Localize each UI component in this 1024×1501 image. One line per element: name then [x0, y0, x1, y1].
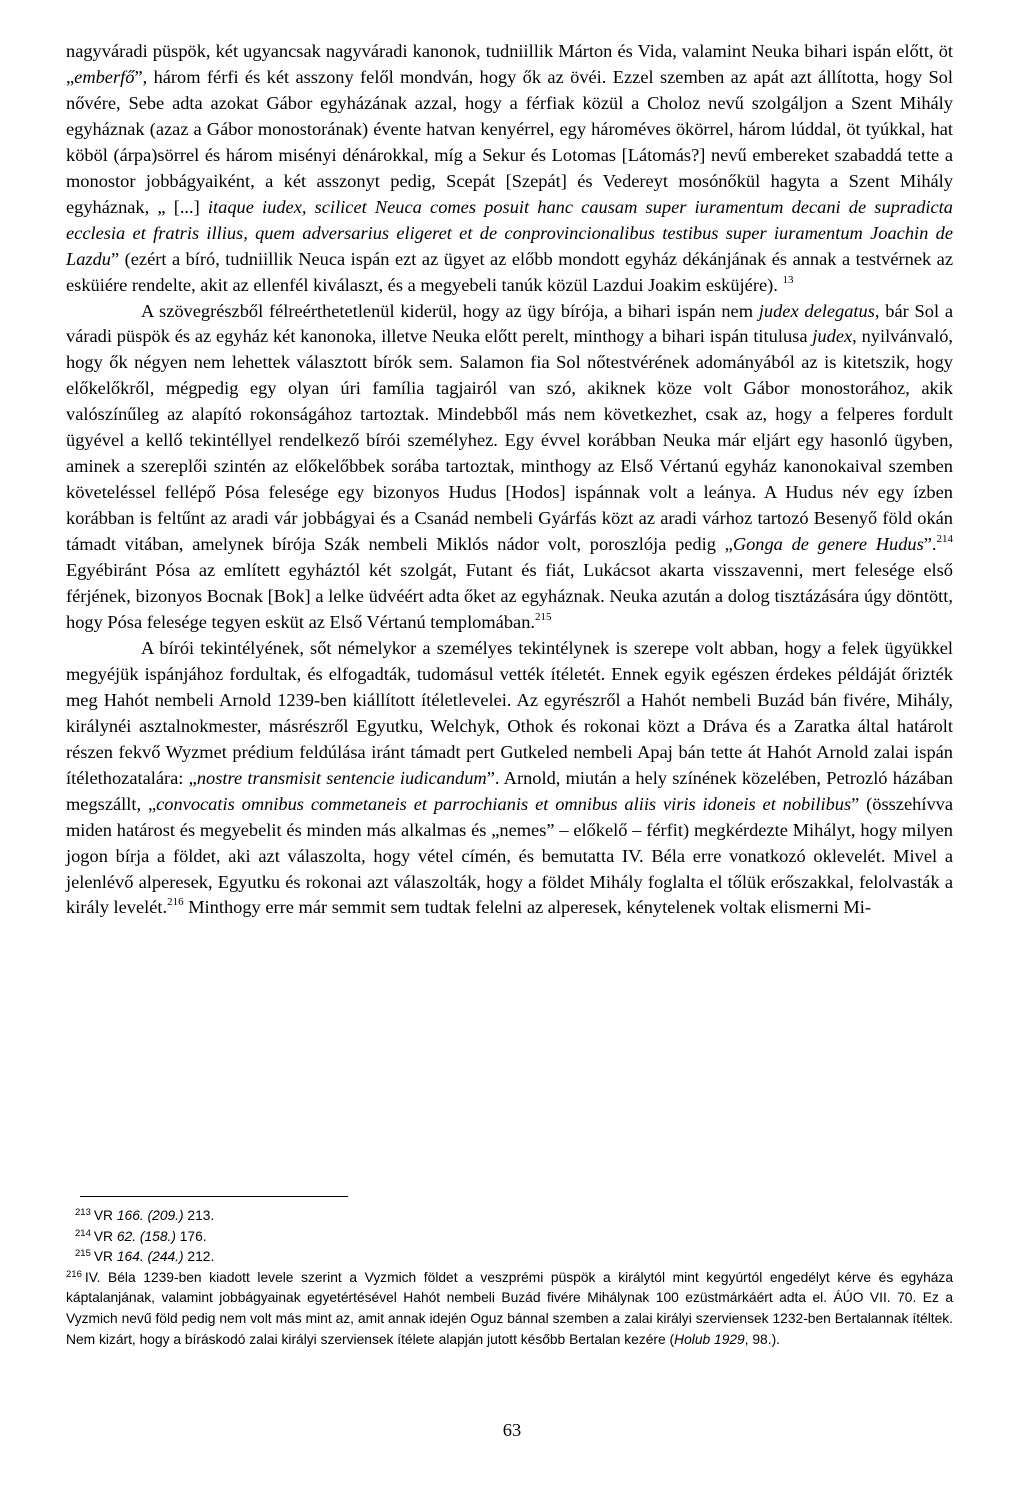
text-run: 213.	[183, 1208, 215, 1223]
text-run: ”.	[923, 534, 937, 555]
footnote-number: 214	[75, 1227, 91, 1239]
text-run: ” (ezért a bíró, tudniillik Neuca ispán ezt az ügyet az előbb mondott egyház dékánjának és annak a testvérnek az esküiére rendelte, akit az ellenfél kiválaszt, és a megyebeli tanúk közül Lazdui Joakim esküjére).	[66, 248, 953, 295]
text-run: Minthogy erre már semmit sem tudtak felelni az alperesek, kénytelenek voltak elismerni Mi-	[183, 897, 871, 918]
footnote-number: 215	[75, 1248, 91, 1260]
body-text	[66, 39, 953, 921]
footnote-ref: 216	[167, 896, 184, 909]
italic-text: judex delegatus	[758, 300, 875, 321]
italic-text: Gonga de genere Hudus	[732, 534, 924, 555]
italic-text: itaque iudex, scilicet Neuca comes posuit hanc causam super iuramentum decani de supradicta ecclesia et fratris illius, quem adversarius eligeret et de conprovincionalibus testibus super iuramentum Joachin de Lazdu	[66, 196, 953, 269]
text-run: VR	[93, 1249, 117, 1265]
page-number: 63	[502, 1420, 522, 1440]
footnote	[66, 1227, 953, 1248]
text-run: A bírói tekintélyének, sőt némelykor a személyes tekintélynek is szerepe volt abban, hogy a felek ügyükkel megyéjük ispánjához fordultak, és elfogadták, tudomásul vették ítéletét. Ennek egyik egészen érdekes példáját őrizték meg Hahót nembeli Arnold 1239-ben kiállított ítéletlevelei. Az egyrészről a Hahót nembeli Buzád bán fivére, Mihály, királynéi asztalnokmester, másrészről Egyutku, Welchyk, Othok és rokonai közt a Dráva és a Zaratka által határolt részen fekvő Wyzmet prédium feldúlása iránt támadt pert Gutkeled nembeli Apaj bán tette át Hahót Arnold zalai ispán ítélethozatalára: „	[66, 637, 953, 788]
footnote	[66, 1206, 953, 1227]
text-run: VR	[93, 1228, 117, 1244]
text-run: ”. Arnold, miután a hely színének közelében, Petrozló házában megszállt, „	[66, 767, 953, 814]
text-run: ” (összehívva miden határost és megyebelit és minden más alkalmas és „nemes” – előkelő – férfit) megkérdezte Mihályt, hogy milyen jogon bírja a földet, aki azt válaszolta, hogy vétel címén, és bemutatta IV. Béla erre vonatkozó oklevelét. Mivel a jelenlévő alperesek, Egyutku és rokonai azt válaszolták, hogy a földet Mihály foglalta el tőlük erőszakkal, felolvasták a király levelét.	[66, 793, 953, 918]
footnote-ref: 13	[782, 273, 794, 286]
text-run: nagyváradi püspök, két ugyancsak nagyváradi kanonok, tudniillik Márton és Vida, valamint Neuka bihari ispán előtt, öt „	[66, 41, 953, 87]
text-run: 212.	[183, 1249, 215, 1265]
text-run: , nyilvánvaló, hogy ők négyen nem lehettek választott bírók sem. Salamon fia Sol nőtestvérének adományából az is kitetszik, hogy előkelőkről, mégpedig egy olyan úri família tagjairól van szó, akiknek köze volt Gábor monostorához, akik valószínűleg az alapító rokonságához tartoztak. Mindebből más nem következhet, csak az, hogy a felperes fordult ügyével a kellő tekintéllyel rendelkező bírói személyhez. Egy évvel korábban Neuka már eljárt egy hasonló ügyben, aminek a szereplői szintén az előkelőbbek sorába tartoztak, minthogy az Első Vértanú egyház kanonokaival szemben követeléssel fellépő Pósa felesége egy bizonyos Hudus [Hodos] ispánnak volt a leánya. A Hudus név egy ízben korábban is feltűnt az aradi vár jobbágyai és a Csanád nembeli Gyárfás közt az aradi várhoz tartozó Besenyő föld okán támadt vitában, amelynek bírója Szák nembeli Miklós nádor volt, poroszlója pedig „	[66, 326, 953, 555]
text-run: A szövegrészből félreérthetetlenül kiderül, hogy az ügy bírója, a bihari ispán nem	[141, 300, 759, 321]
italic-text: 62. (158.)	[116, 1228, 176, 1244]
footnote-ref: 214	[936, 533, 954, 546]
footnotes	[66, 1206, 953, 1350]
text-run: IV. Béla 1239-ben kiadott levele szerint a Vyzmich földet a veszprémi püspök a királytól mint kegyúrtól engedélyt kérve és egyháza káptalanjának, valamint jobbágyainak egyetértésével Hahót nembeli Buzád fivére Mihálynak 100 ezüstmárkáért adta el. ÁÚO VII. 70. Ez a Vyzmich nevű föld pedig nem volt más mint az, amit annak idején Oguz bánnal szemben a zalai királyi szerviensek 1232-ben Bertalannak ítéltek. Nem kizárt, hogy a bíráskodó zalai királyi szerviensek ítélete alapján jutott később Bertalan kezére (	[66, 1269, 953, 1347]
footnote-separator	[80, 1196, 348, 1197]
italic-text: 164. (244.)	[116, 1249, 184, 1265]
paragraph	[66, 636, 953, 921]
text-run: VR	[93, 1208, 117, 1223]
paragraph	[66, 39, 953, 299]
paragraph	[66, 299, 953, 636]
text-run: Egyébiránt Pósa az említett egyháztól két szolgát, Futant és fiát, Lukácsot akarta visszavenni, mert felesége első férjének, bizonyos Bocnak [Bok] a lelke üdvéért adta őket az egyháznak. Neuka azután a dolog tisztázására úgy döntött, hogy Pósa felesége tegyen esküt az Első Vértanú templomában.	[66, 560, 953, 632]
footnote-ref: 215	[535, 610, 552, 623]
footnote	[66, 1247, 953, 1268]
italic-text: 166. (209.)	[116, 1208, 184, 1223]
italic-text: judex	[812, 326, 853, 347]
text-run: , bár Sol a váradi püspök és az egyház két kanonoka, illetve Neuka előtt perelt, minthogy a bihari ispán titulusa	[66, 300, 954, 347]
text-run: 176.	[175, 1228, 207, 1244]
footnote-number: 216	[66, 1268, 82, 1280]
footnote-number: 213	[75, 1207, 91, 1218]
text-run: , 98.).	[744, 1331, 780, 1347]
italic-text: emberfő	[74, 66, 135, 87]
italic-text: nostre transmisit sentencie iudicandum	[196, 767, 487, 788]
text-run: ”, három férfi és két asszony felől mondván, hogy ők az övéi. Ezzel szemben az apát azt állította, hogy Sol nővére, Sebe adta azokat Gábor egyházának azzal, hogy a férfiak közül a Choloz nevű szolgáljon a Szent Mihály egyháznak (azaz a Gábor monostorának) évente hatvan kenyérrel, egy hároméves ökörrel, három lúddal, öt tyúkkal, hat köböl (árpa)sörrel és három misényi dénárokkal, míg a Sekur és Lotomas [Látomás?] nevű embereket szabaddá tette a monostor jobbágyaiként, a két asszonyt pedig, Scepát [Szepát] és Vedereyt mosónőkül hagyta a Szent Mihály egyháznak, „ [...]	[66, 66, 953, 217]
italic-text: Holub 1929	[674, 1331, 745, 1347]
footnote	[66, 1268, 953, 1350]
italic-text: convocatis omnibus commetaneis et parrochianis et omnibus aliis viris idoneis et nobilibus	[156, 793, 852, 814]
